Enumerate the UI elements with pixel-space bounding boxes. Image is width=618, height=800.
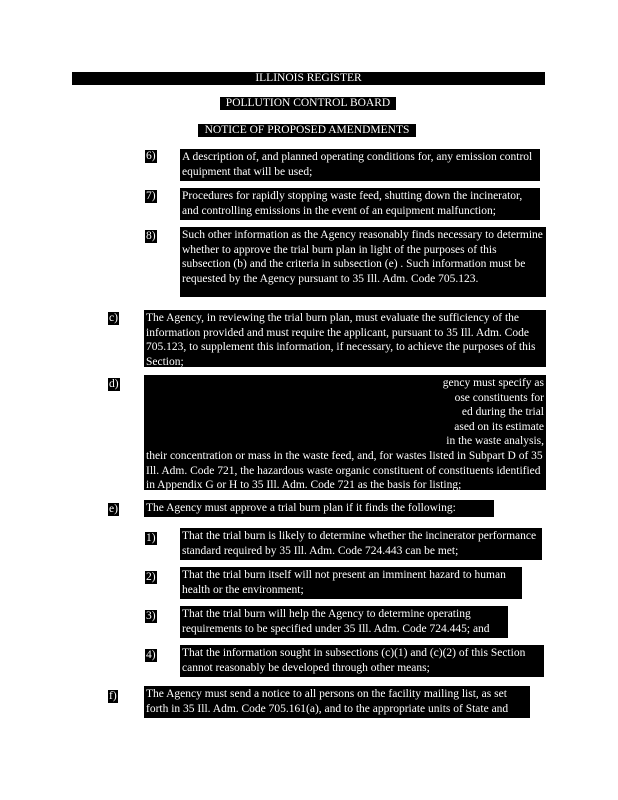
item-number: 2): [146, 571, 156, 583]
register-title: ILLINOIS REGISTER: [72, 72, 545, 85]
board-title: POLLUTION CONTROL BOARD: [220, 97, 396, 110]
item-number: 1): [146, 532, 156, 544]
item-number: 8): [146, 230, 156, 242]
text-fragment: ose constituents for: [454, 391, 544, 404]
text-fragment: in the waste analysis,: [446, 435, 544, 447]
item-number: 4): [146, 649, 156, 661]
text-fragment: ased on its estimate: [454, 420, 544, 433]
item-text: That the trial burn will help the Agency to determine operating requirements to be specified under 35 Ill. Adm. Code 724.445; and: [180, 606, 508, 638]
item-number: f): [109, 690, 117, 702]
item-text: That the trial burn itself will not present an imminent hazard to human health or the environment;: [180, 567, 522, 599]
item-number: d): [109, 378, 119, 390]
item-redacted-block: [144, 375, 546, 450]
item-number: e): [109, 503, 118, 515]
item-text: The Agency must approve a trial burn plan if it finds the following:: [144, 500, 494, 517]
notice-title: NOTICE OF PROPOSED AMENDMENTS: [198, 124, 416, 137]
item-text: Such other information as the Agency reasonably finds necessary to determine whether to approve the trial burn plan in light of the purposes of this subsection (b) and the criteria in subsection (e) . Such information must be requested by the Agency pursuant to 35 Ill. Adm. Code 705.123.: [180, 227, 546, 297]
item-text: That the trial burn is likely to determine whether the incinerator performance standard required by 35 Ill. Adm. Code 724.443 can be met;: [180, 528, 542, 560]
text-fragment: gency must specify as: [442, 377, 544, 389]
item-text: The Agency must send a notice to all persons on the facility mailing list, as set forth in 35 Ill. Adm. Code 705.161(a), and to the appropriate units of State and: [144, 686, 530, 718]
item-text: The Agency, in reviewing the trial burn plan, must evaluate the sufficiency of the information provided and must require the applicant, pursuant to 35 Ill. Adm. Code 705.123, to supplement this information, if necessary, to achieve the purposes of this Section;: [144, 310, 546, 367]
item-number: 7): [146, 190, 156, 202]
item-number: 3): [146, 610, 156, 622]
text-fragment: ed during the trial: [461, 406, 544, 418]
item-text: their concentration or mass in the waste feed, and, for wastes listed in Subpart D of 35 Ill. Adm. Code 721, the hazardous waste organic constituent of constituents identified in Appendix G or H to 35 Ill. Adm. Code 721 as the basis for listing;: [144, 448, 546, 490]
item-number: 6): [146, 150, 156, 162]
item-text: That the information sought in subsections (c)(1) and (c)(2) of this Section cannot reasonably be developed through other means;: [180, 645, 544, 677]
item-text: A description of, and planned operating conditions for, any emission control equipment that will be used;: [180, 149, 540, 181]
item-text: Procedures for rapidly stopping waste feed, shutting down the incinerator, and controlling emissions in the event of an equipment malfunction;: [180, 188, 540, 220]
item-number: c): [109, 312, 118, 324]
